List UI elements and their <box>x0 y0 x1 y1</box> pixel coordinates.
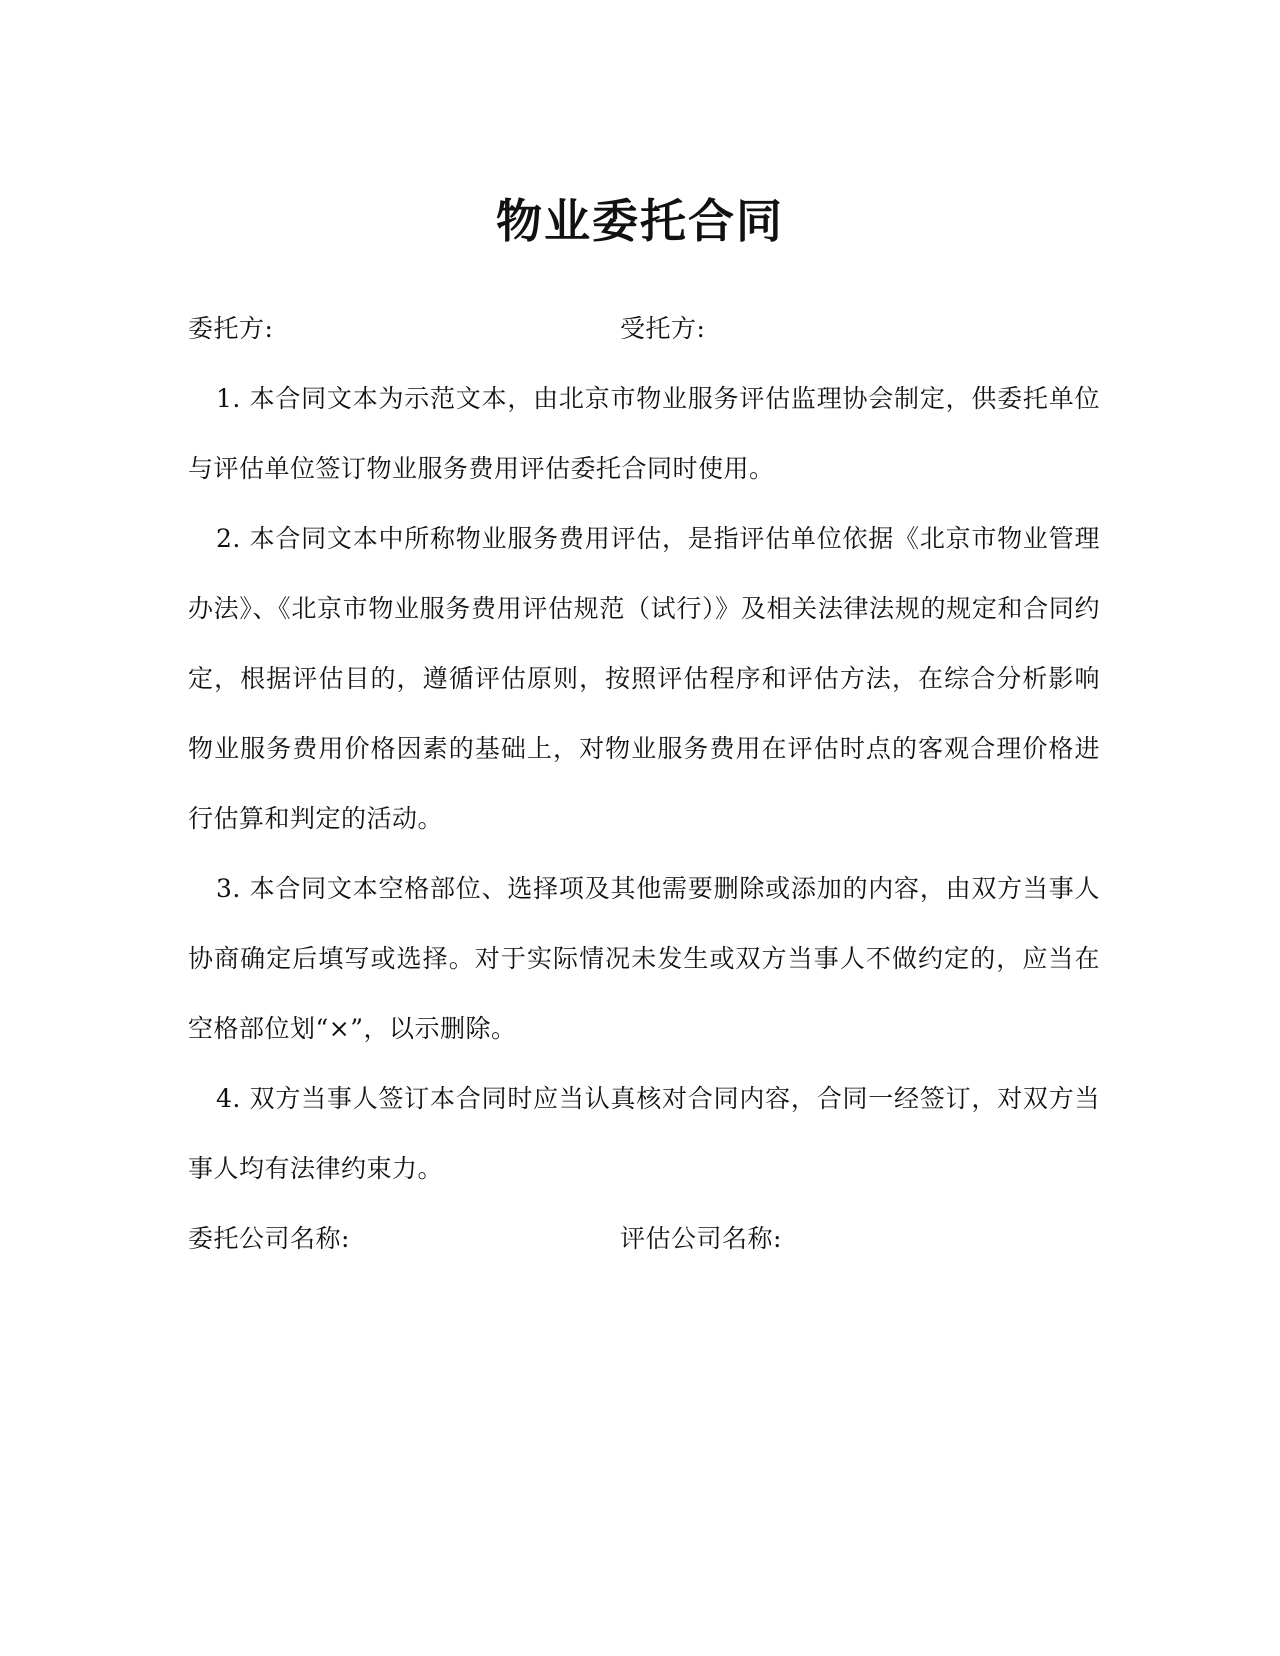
clause-2: 2. 本合同文本中所称物业服务费用评估，是指评估单位依据《北京市物业管理办法》、《北京市物业服务费用评估规范（试行）》及相关法律法规的规定和合同约定，根据评估目的，遵循评估原则，按照评估程序和评估方法，在综合分析影响物业服务费用价格因素的基础上，对物业服务费用在评估时点的客观合理价格进行估算和判定的活动。 <box>188 524 1100 833</box>
clause-1: 1. 本合同文本为示范文本，由北京市物业服务评估监理协会制定，供委托单位与评估单位签订物业服务费用评估委托合同时使用。 <box>188 384 1100 483</box>
clause-3: 3. 本合同文本空格部位、选择项及其他需要删除或添加的内容，由双方当事人协商确定后填写或选择。对于实际情况未发生或双方当事人不做约定的，应当在空格部位划“×”，以示删除。 <box>188 874 1100 1043</box>
parties-row <box>188 294 1100 364</box>
trustee-label: 受托方: <box>620 314 706 343</box>
clause-4: 4. 双方当事人签订本合同时应当认真核对合同内容，合同一经签订，对双方当事人均有法律约束力。 <box>188 1084 1100 1183</box>
client-company-label: 委托公司名称: <box>188 1224 350 1253</box>
client-label: 委托方: <box>188 314 274 343</box>
page-title: 物业委托合同 <box>496 193 784 248</box>
signatures-row <box>188 1204 1100 1274</box>
assessor-company-label: 评估公司名称: <box>620 1224 782 1253</box>
clauses-section <box>188 364 1100 1204</box>
